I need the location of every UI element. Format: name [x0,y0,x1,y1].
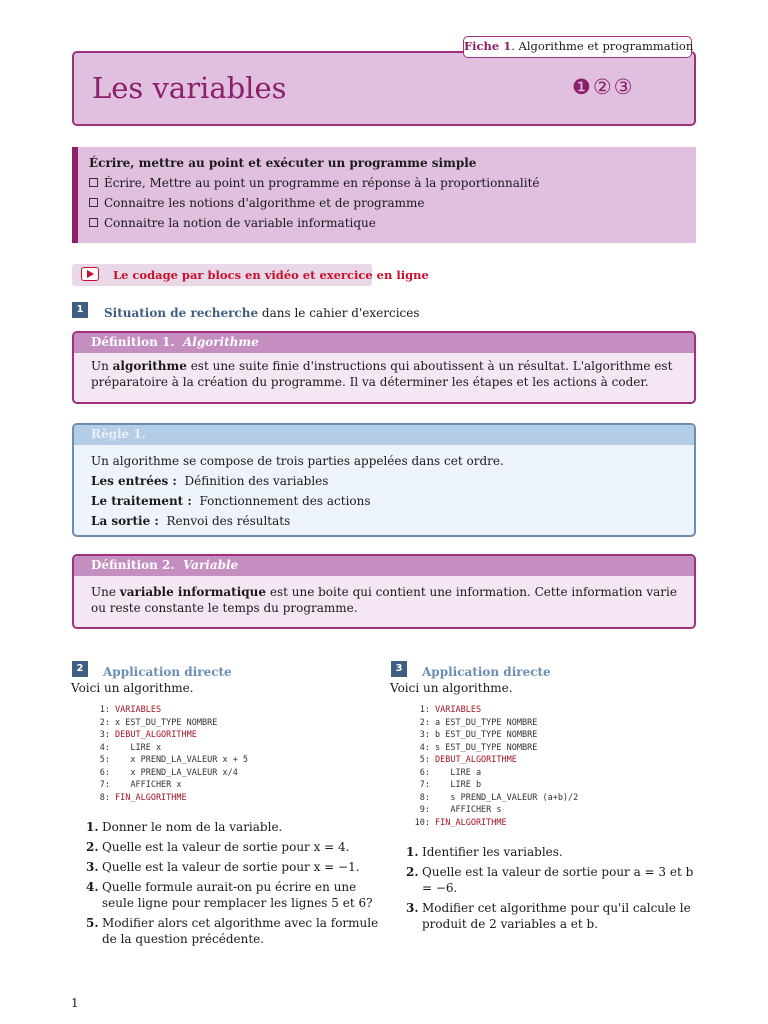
code-line [90,717,248,730]
code-line-number: 4: [419,742,430,753]
code-line-text: DEBUT_ALGORITHME [115,730,197,740]
question-number: 2. [86,840,99,854]
definition-2-body: Une variable informatique est une boite qui contient une information. Cette information varie ou reste constante le temps du programme. [91,585,677,615]
code-line-text: DEBUT_ALGORITHME [435,755,517,765]
code-line [410,817,578,830]
code-line-text: b EST_DU_TYPE NOMBRE [435,730,538,740]
code-line [410,717,578,730]
code-line-text: AFFICHER x [115,780,182,790]
code-line-number: 10: [414,817,430,828]
code-line [90,754,248,767]
rule-line: La sortie : Renvoi des résultats [91,514,291,528]
question-item [390,900,700,932]
situation-recherche: Situation de recherche dans le cahier d'exercices [104,306,420,320]
definition-2-header: Définition 2. Variable [74,556,694,576]
app3-intro: Voici un algorithme. [390,681,513,695]
code-line-text: LIRE a [435,767,482,778]
question-item [70,839,380,855]
question-number: 1. [86,820,99,834]
page-number: 1 [71,996,79,1010]
rule-1-body: Un algorithme se compose de trois parties appelées dans cet ordre. Les entrées : Définition des variables Le traitement : Fonctionnement des actions La sortie : Renvoi des résultats [74,445,694,537]
code-line-text: x PREND_LA_VALEUR x/4 [115,767,238,778]
exercise-number: 1 [72,302,88,318]
code-line [90,742,248,755]
code-line [90,704,248,717]
code-line [90,767,248,780]
rule-1-card [72,423,696,537]
definition-1-body: Un algorithme est une suite finie d'instructions qui aboutissent à un résultat. L'algorithme est préparatoire à la création du programme. Il va déterminer les étapes et les actions à coder. [91,359,673,389]
code-line [410,804,578,817]
code-line-number: 3: [419,730,430,740]
video-link[interactable] [72,264,429,286]
code-line-number: 2: [99,717,110,728]
code-line-text: a EST_DU_TYPE NOMBRE [435,717,538,728]
code-line-text: x PREND_LA_VALEUR x + 5 [115,755,249,765]
rule-line: Les entrées : Définition des variables [91,474,329,488]
code-line-text: VARIABLES [115,705,162,715]
rule-1-header: Règle 1. [74,425,694,445]
app3-questions [390,844,700,936]
code-line [410,729,578,742]
code-line [90,729,248,742]
question-item [70,915,380,947]
objectives-title: Écrire, mettre au point et exécuter un programme simple [89,156,477,170]
code-line [410,704,578,717]
question-item [70,819,380,835]
code-line-number: 3: [99,730,110,740]
exercise-number: 3 [391,661,407,677]
code-line [410,742,578,755]
code-line-number: 5: [419,755,430,765]
code-line-number: 8: [419,792,430,803]
definition-2-card [72,554,696,629]
page-title: Les variables [92,71,287,105]
code-line [410,779,578,792]
code-line-number: 4: [99,742,110,753]
code-line-text: FIN_ALGORITHME [115,792,187,803]
question-text: Modifier alors cet algorithme avec la formule de la question précédente. [102,916,379,946]
code-line-number: 7: [419,780,430,790]
question-number: 2. [406,865,419,879]
question-text: Donner le nom de la variable. [102,820,283,834]
question-text: Quelle est la valeur de sortie pour a = 3 et b = −6. [422,865,694,895]
code-line [90,779,248,792]
checkbox-icon [89,178,98,187]
question-text: Modifier cet algorithme pour qu'il calcule le produit de 2 variables a et b. [422,901,691,931]
code-line [410,754,578,767]
fiche-tag: Fiche 1. Algorithme et programmation [463,36,692,58]
play-icon [81,267,99,281]
question-item [390,864,700,896]
code-line-text: s EST_DU_TYPE NOMBRE [435,742,538,753]
definition-1-header: Définition 1. Algorithme [74,333,694,353]
code-line-text: FIN_ALGORITHME [435,817,507,828]
question-item [70,859,380,875]
definition-1-card [72,331,696,404]
code-line-number: 2: [419,717,430,728]
question-item [390,844,700,860]
code-line [90,792,248,805]
app2-intro: Voici un algorithme. [71,681,194,695]
code-line-text: s PREND_LA_VALEUR (a+b)/2 [435,792,579,803]
question-number: 3. [86,860,99,874]
question-text: Identifier les variables. [422,845,563,859]
question-number: 3. [406,901,419,915]
question-number: 1. [406,845,419,859]
question-text: Quelle formule aurait-on pu écrire en une seule ligne pour remplacer les lignes 5 et 6? [102,880,373,910]
exercise-number: 2 [72,661,88,677]
code-line [410,792,578,805]
code-line-text: x EST_DU_TYPE NOMBRE [115,717,218,728]
code-line-text: VARIABLES [435,705,482,715]
code-line-text: AFFICHER s [435,805,502,815]
app2-questions [70,819,380,951]
objective-item: Connaitre les notions d'algorithme et de programme [89,194,696,214]
code-line-number: 6: [419,767,430,778]
code-line-number: 9: [419,805,430,815]
code-line-number: 7: [99,780,110,790]
checkbox-icon [89,218,98,227]
app3-code [410,704,578,829]
question-number: 5. [86,916,99,930]
app2-code [90,704,248,804]
question-text: Quelle est la valeur de sortie pour x = −1. [102,860,360,874]
title-box [72,51,696,126]
app2-title: Application directe [103,665,232,679]
question-number: 4. [86,880,99,894]
objective-item: Connaitre la notion de variable informatique [89,214,696,234]
code-line-number: 6: [99,767,110,778]
checkbox-icon [89,198,98,207]
question-item [70,879,380,911]
objective-item: Écrire, Mettre au point un programme en réponse à la proportionnalité [89,174,696,194]
app3-title: Application directe [422,665,551,679]
code-line [410,767,578,780]
video-link-label: Le codage par blocs en vidéo et exercice en ligne [113,268,429,282]
question-text: Quelle est la valeur de sortie pour x = 4. [102,840,350,854]
code-line-number: 1: [419,705,430,715]
code-line-number: 5: [99,755,110,765]
code-line-number: 1: [99,705,110,715]
rule-line: Le traitement : Fonctionnement des actions [91,494,371,508]
code-line-text: LIRE x [115,742,162,753]
code-line-text: LIRE b [435,780,482,790]
objectives-box [72,147,696,243]
level-indicators: ❶②③ [572,75,635,99]
code-line-number: 8: [99,792,110,803]
